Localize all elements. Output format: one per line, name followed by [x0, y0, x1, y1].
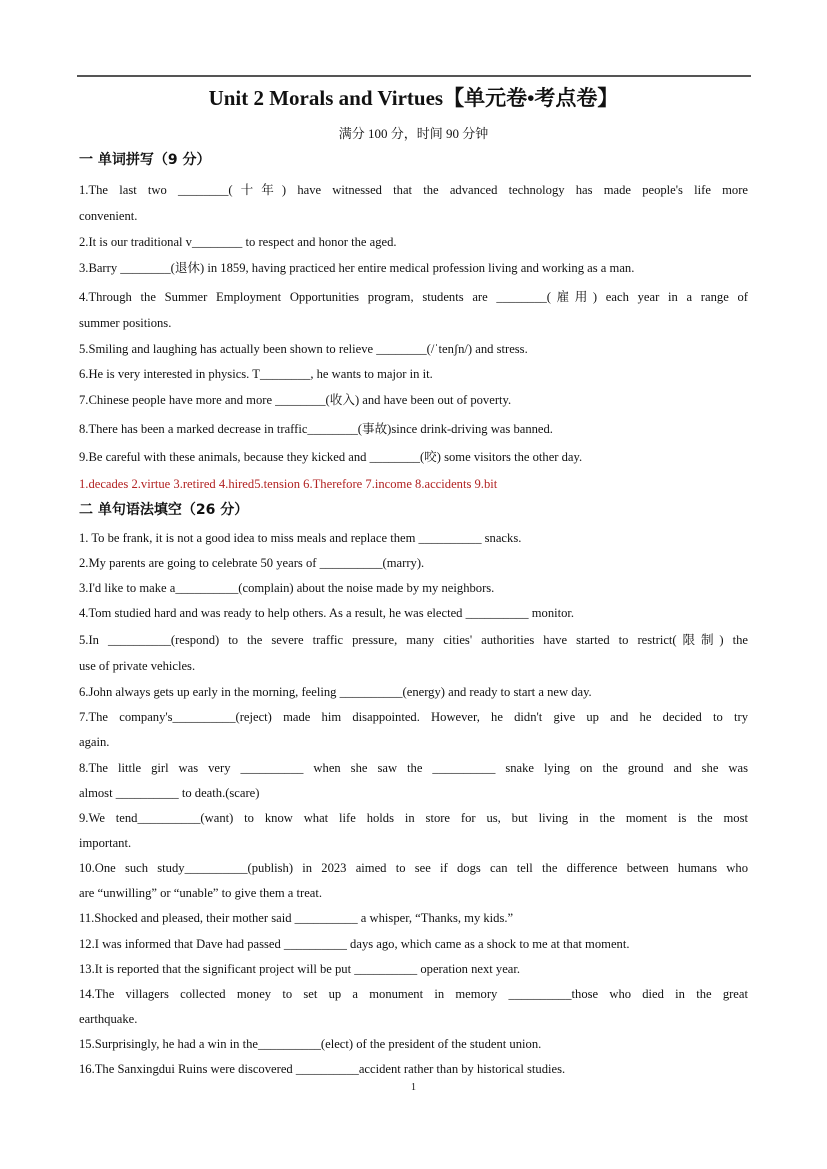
section-heading: 一 单词拼写（9 分） — [79, 152, 211, 168]
answer-key: 1.decades 2.virtue 3.retired 4.hired5.tension 6.Therefore 7.income 8.accidents 9.bit — [79, 477, 498, 491]
question-line: 1.The last two ________(十年) have witnessed that the advanced technology has made people's life more — [79, 183, 748, 197]
exam-info: 满分 100 分，时间 90 分钟 — [338, 126, 489, 141]
question-line: 4.Tom studied hard and was ready to help others. As a result, he was elected __________ monitor. — [79, 606, 575, 620]
page-title: Unit 2 Morals and Virtues【单元卷•考点卷】 — [208, 86, 619, 110]
question-line: 9.Be careful with these animals, because they kicked and ________(咬) some visitors the other day. — [79, 450, 583, 464]
question-line: are “unwilling” or “unable” to give them a treat. — [79, 886, 323, 900]
question-line: summer positions. — [79, 316, 172, 330]
page-number: 1 — [411, 1082, 416, 1093]
question-line: 15.Surprisingly, he had a win in the__________(elect) of the president of the student union. — [79, 1037, 542, 1051]
question-line: 7.Chinese people have more and more ________(收入) and have been out of poverty. — [79, 393, 512, 407]
question-line: 5.In __________(respond) to the severe traffic pressure, many cities' authorities have started to restrict(限制) the — [79, 633, 748, 647]
question-line: again. — [79, 735, 110, 749]
question-line: 9.We tend__________(want) to know what life holds in store for us, but living in the moment is the most — [79, 811, 748, 825]
question-line: 10.One such study__________(publish) in 2023 aimed to see if dogs can tell the difference between humans who — [79, 861, 748, 875]
question-line: 11.Shocked and pleased, their mother said __________ a whisper, “Thanks, my kids.” — [79, 911, 514, 925]
question-line: 2.It is our traditional v________ to respect and honor the aged. — [79, 235, 397, 249]
question-line: 7.The company's__________(reject) made him disappointed. However, he didn't give up and he decided to try — [79, 710, 748, 724]
question-line: 16.The Sanxingdui Ruins were discovered __________accident rather than by historical studies. — [79, 1062, 566, 1076]
question-line: 12.I was informed that Dave had passed __________ days ago, which came as a shock to me at that moment. — [79, 937, 630, 951]
question-line: almost __________ to death.(scare) — [79, 786, 260, 800]
question-line: 1. To be frank, it is not a good idea to miss meals and replace them __________ snacks. — [79, 531, 522, 545]
question-line: 14.The villagers collected money to set up a monument in memory __________those who died in the great — [79, 987, 748, 1001]
question-line: 6.John always gets up early in the morning, feeling __________(energy) and ready to start a new day. — [79, 685, 592, 699]
question-line: convenient. — [79, 209, 138, 223]
question-line: 8.The little girl was very __________ when she saw the __________ snake lying on the ground and she was — [79, 761, 748, 775]
question-line: 6.He is very interested in physics. T________, he wants to major in it. — [79, 367, 433, 381]
header-rule — [77, 75, 751, 77]
question-line: 3.I'd like to make a__________(complain) about the noise made by my neighbors. — [79, 581, 495, 595]
section-heading: 二 单句语法填空（26 分） — [79, 502, 249, 518]
question-line: important. — [79, 836, 132, 850]
question-line: 2.My parents are going to celebrate 50 years of __________(marry). — [79, 556, 425, 570]
question-line: 8.There has been a marked decrease in traffic________(事故)since drink-driving was banned. — [79, 422, 553, 436]
question-line: 5.Smiling and laughing has actually been shown to relieve ________(/ˈtenʃn/) and stress. — [79, 342, 528, 356]
question-line: use of private vehicles. — [79, 659, 196, 673]
question-line: 3.Barry ________(退休) in 1859, having practiced her entire medical profession living and working as a man. — [79, 261, 635, 275]
question-line: earthquake. — [79, 1012, 138, 1026]
question-line: 4.Through the Summer Employment Opportunities program, students are ________(雇用) each year in a range of — [79, 290, 748, 304]
question-line: 13.It is reported that the significant project will be put __________ operation next year. — [79, 962, 521, 976]
